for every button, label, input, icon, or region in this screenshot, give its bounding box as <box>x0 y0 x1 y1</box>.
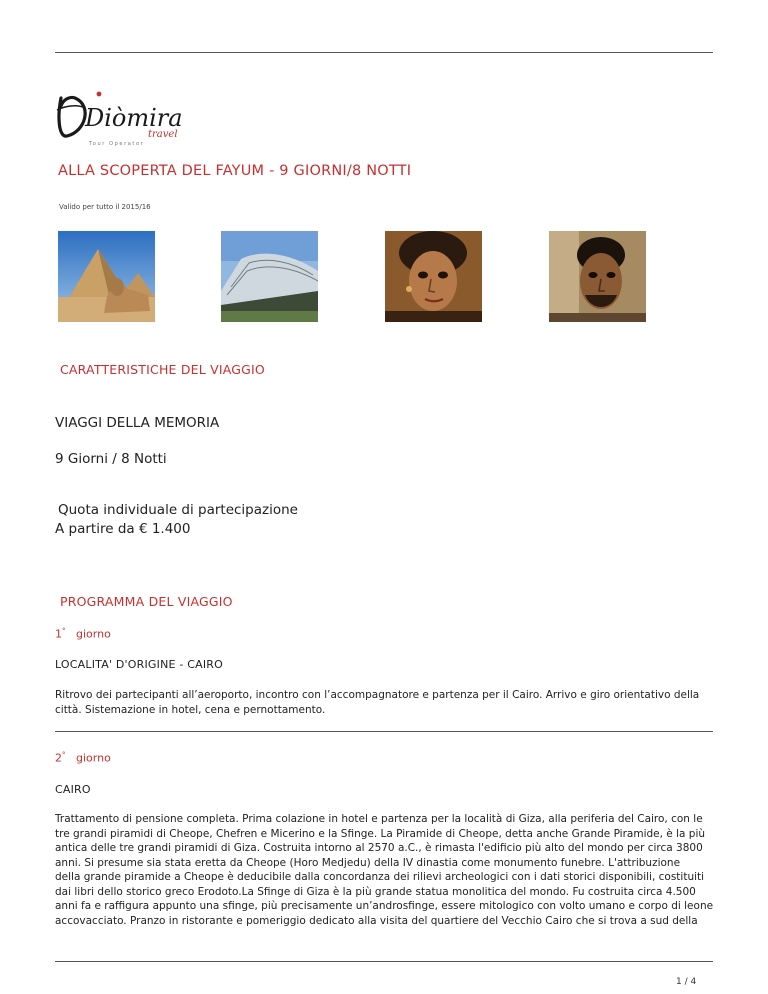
photo-library-of-alexandria <box>221 231 318 322</box>
day-2-place: CAIRO <box>55 783 91 796</box>
brand-tagline: Tour Operator <box>89 141 145 147</box>
page-number: 1 / 4 <box>676 977 697 987</box>
day-1-description: Ritrovo dei partecipanti all’aeroporto, incontro con l’accompagnatore e partenza per il Cairo. Arrivo e giro orientativo della città. Sistemazione in hotel, cena e pernottamento. <box>55 689 700 716</box>
photo-fayum-portrait-woman <box>385 231 482 322</box>
brand-name: Diòmira <box>85 104 183 132</box>
photo-pyramids-sphinx <box>58 231 155 322</box>
day-2-heading: 2° giorno <box>55 751 111 765</box>
footer-rule <box>55 961 713 962</box>
trip-duration: 9 Giorni / 8 Notti <box>55 451 167 467</box>
brand-logo <box>55 88 195 148</box>
features-heading: CARATTERISTICHE DEL VIAGGIO <box>60 362 265 377</box>
quota-price: A partire da € 1.400 <box>55 521 191 537</box>
trip-category: VIAGGI DELLA MEMORIA <box>55 415 220 431</box>
day-divider <box>55 731 713 732</box>
brand-sub: travel <box>148 129 178 140</box>
top-rule <box>55 52 713 53</box>
day-2-description: Trattamento di pensione completa. Prima colazione in hotel e partenza per la località di Giza, alla periferia del Cairo, con le tre grandi piramidi di Cheope, Chefren e Micerino e la Sfinge. La Piramide di Cheope, detta anche Grande Piramide, è la più antica delle tre grandi piramidi di Giza. Costruita intorno al 2570 a.C., è rimasta l'edificio più alto del mondo per circa 3800 anni. Si presume sia stata eretta da Cheope (Horo Medjedu) della IV dinastia come monumento funebre. L'attribuzione della grande piramide a Cheope è deducibile dalla concordanza dei rilievi archeologici con i dati storici disponibili, costituiti dai libri dello storico greco Erodoto.La Sfinge di Giza è la più grande statua monolitica del mondo. Fu costruita circa 4.500 anni fa e raffigura appunto una sfinge, più precisamente un’androsfinge, essere mitologico con volto umano e corpo di leone accovacciato. Pranzo in ristorante e pomeriggio dedicato alla visita del quartiere del Vecchio Cairo che si trova a sud della <box>55 813 714 927</box>
day-1-place: LOCALITA' D'ORIGINE - CAIRO <box>55 658 223 671</box>
photo-fayum-portrait-man <box>549 231 646 322</box>
tour-title: ALLA SCOPERTA DEL FAYUM - 9 GIORNI/8 NOTTI <box>58 163 412 179</box>
quota-label: Quota individuale di partecipazione <box>58 502 298 518</box>
day-1-heading: 1° giorno <box>55 627 111 641</box>
validity-note: Valido per tutto il 2015/16 <box>59 203 151 211</box>
program-heading: PROGRAMMA DEL VIAGGIO <box>60 594 233 609</box>
